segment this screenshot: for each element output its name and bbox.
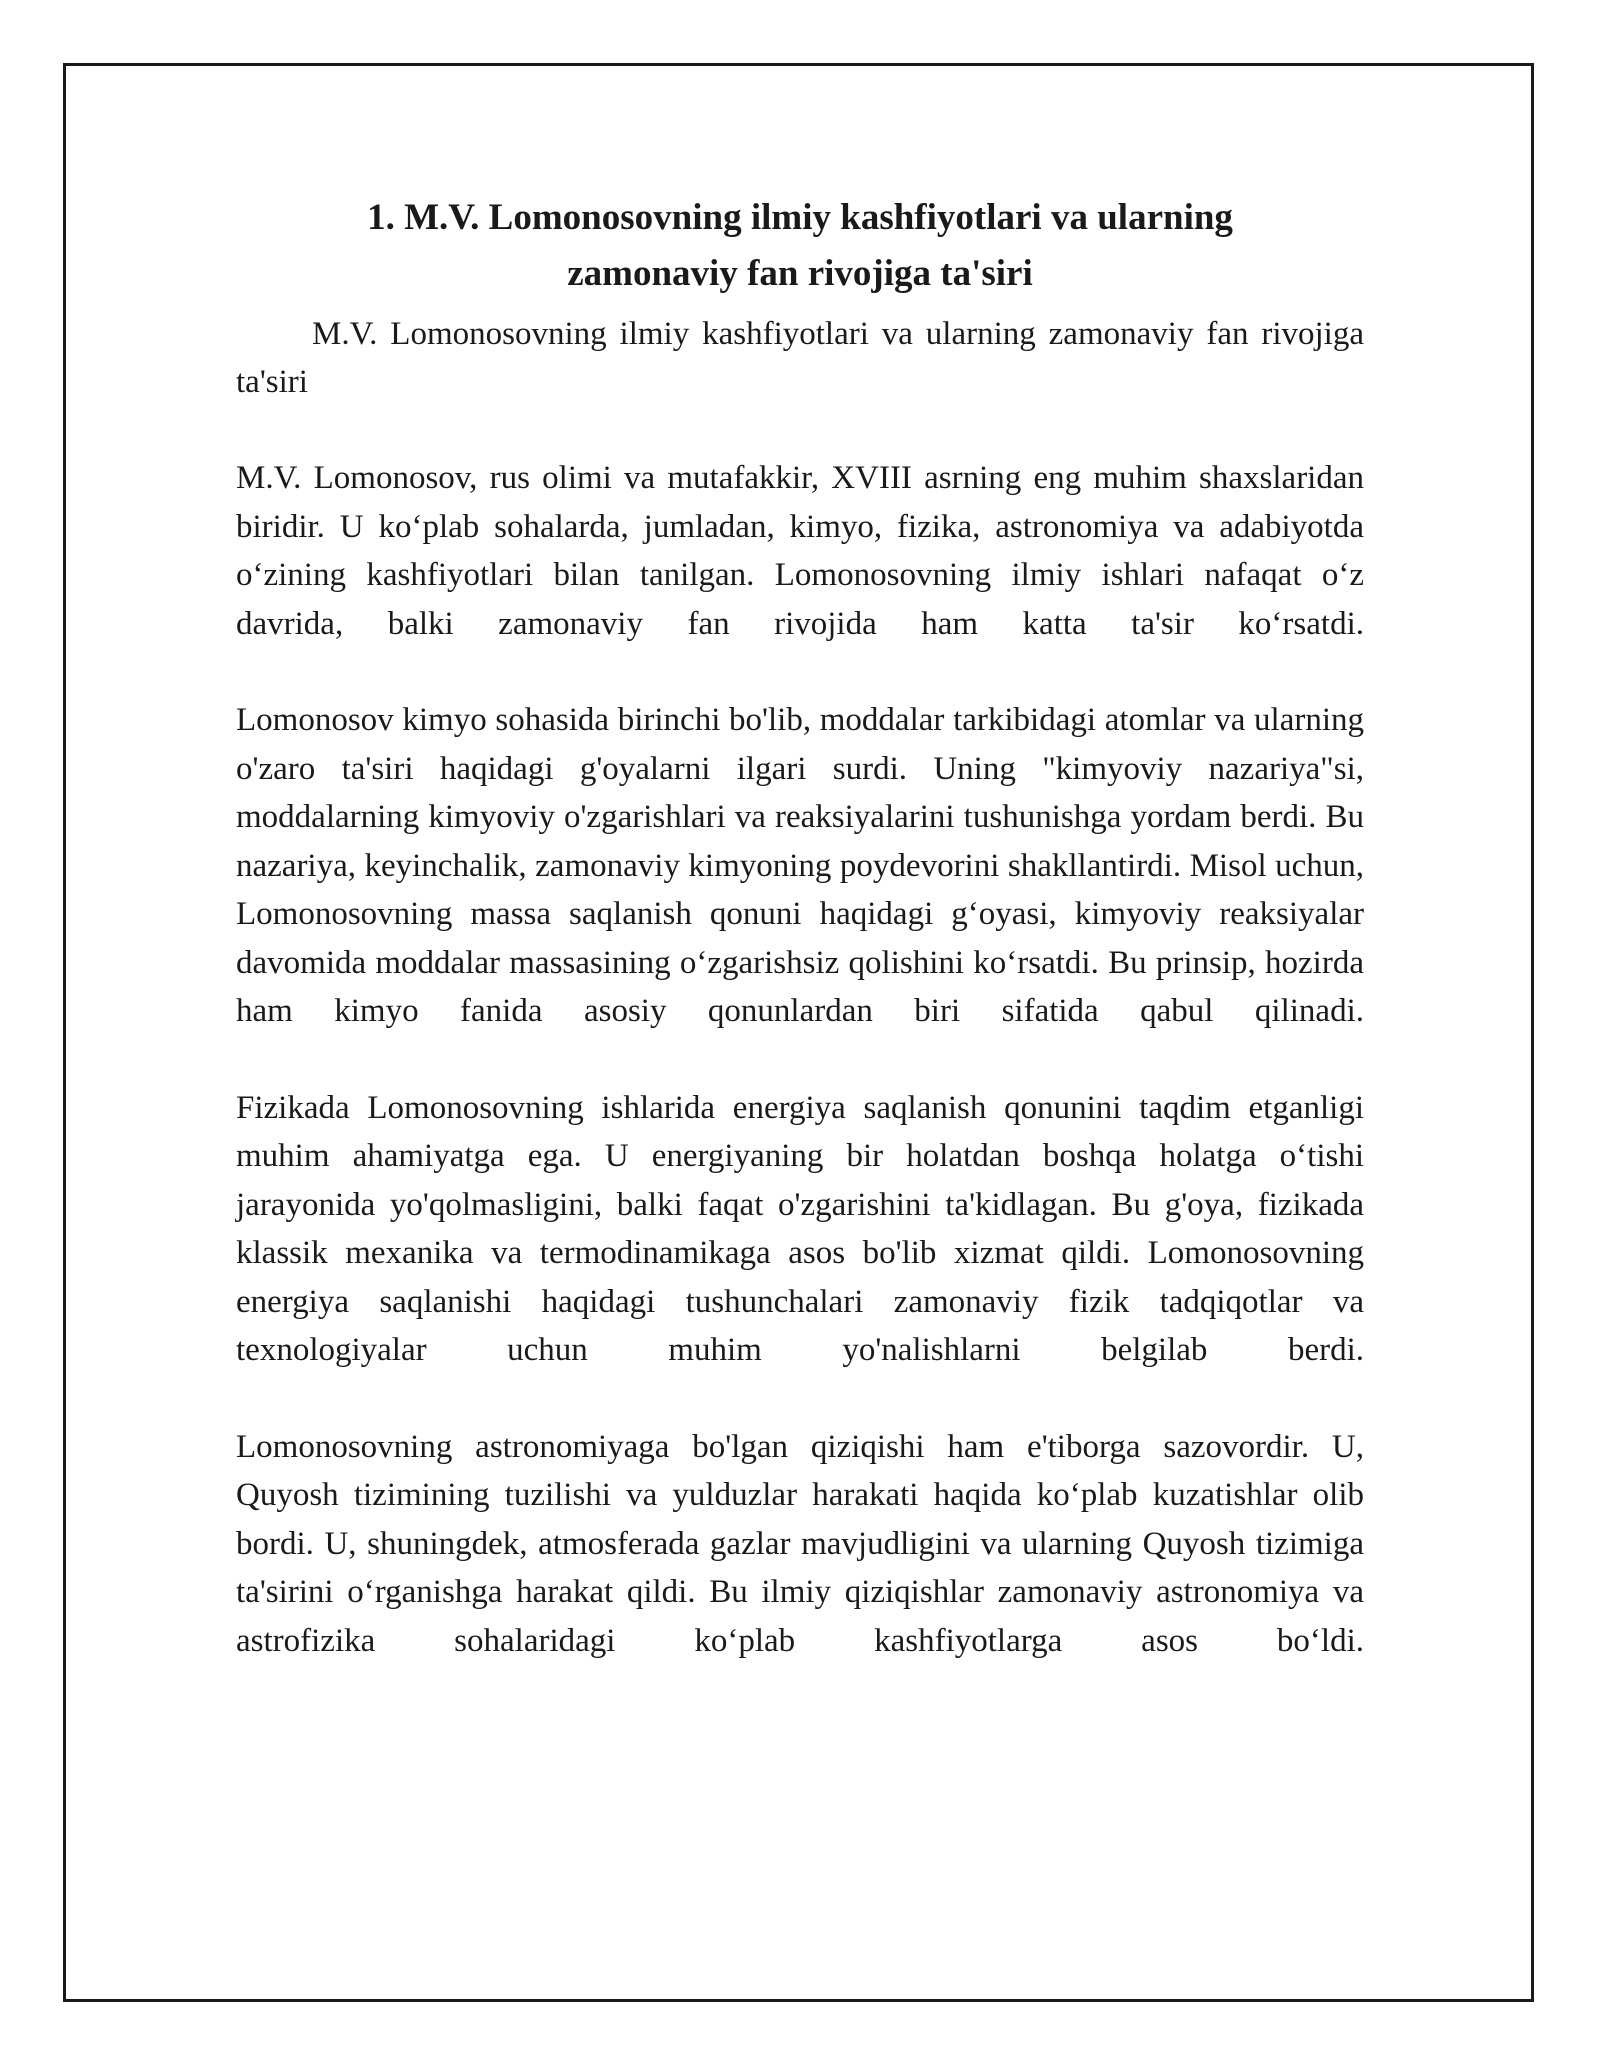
document-body	[236, 190, 1364, 1665]
document-title	[236, 190, 1364, 302]
paragraph-intro: M.V. Lomonosov, rus olimi va mutafakkir, XVIII asrning eng muhim shaxslaridan biridir. U ko‘plab sohalarda, jumladan, kimyo, fizika, astronomiya va adabiyotda o‘zining kashfiyotlari bilan tanilgan. Lomonosovning ilmiy ishlari nafaqat o‘z davrida, balki zamonaviy fan rivojida ham katta ta'sir ko‘rsatdi.	[236, 460, 1364, 642]
paragraph-astronomy: Lomonosovning astronomiyaga bo'lgan qiziqishi ham e'tiborga sazovordir. U, Quyosh tizimining tuzilishi va yulduzlar harakati haqida ko‘plab kuzatishlar olib bordi. U, shuningdek, atmosferada gazlar mavjudligini va ularning Quyosh tizimiga ta'sirini o‘rganishga harakat qildi. Bu ilmiy qiziqishlar zamonaviy astronomiya va astrofizika sohalaridagi ko‘plab kashfiyotlarga asos bo‘ldi.	[236, 1428, 1364, 1659]
paragraph-physics: Fizikada Lomonosovning ishlarida energiya saqlanish qonunini taqdim etganligi muhim ahamiyatga ega. U energiyaning bir holatdan boshqa holatga o‘tishi jarayonida yo'qolmasligini, balki faqat o'zgarishini ta'kidlagan. Bu g'oya, fizikada klassik mexanika va termodinamikaga asos bo'lib xizmat qildi. Lomonosovning energiya saqlanishi haqidagi tushunchalari zamonaviy fizik tadqiqotlar va texnologiyalar uchun muhim yo'nalishlarni belgilab berdi.	[236, 1089, 1364, 1368]
document-subtitle: M.V. Lomonosovning ilmiy kashfiyotlari va ularning zamonaviy fan rivojiga ta'siri	[236, 316, 1364, 400]
paragraph-chemistry: Lomonosov kimyo sohasida birinchi bo'lib, moddalar tarkibidagi atomlar va ularning o'zaro ta'siri haqidagi g'oyalarni ilgari surdi. Uning "kimyoviy nazariya"si, moddalarning kimyoviy o'zgarishlari va reaksiyalarini tushunishga yordam berdi. Bu nazariya, keyinchalik, zamonaviy kimyoning poydevorini shakllantirdi. Misol uchun, Lomonosovning massa saqlanish qonuni haqidagi g‘oyasi, kimyoviy reaksiyalar davomida moddalar massasining o‘zgarishsiz qolishini ko‘rsatdi. Bu prinsip, hozirda ham kimyo fanida asosiy qonunlardan biri sifatida qabul qilinadi.	[236, 702, 1364, 1029]
title-line-2: zamonaviy fan rivojiga ta'siri	[567, 253, 1033, 294]
title-line-1: 1. M.V. Lomonosovning ilmiy kashfiyotlari va ularning	[367, 197, 1233, 238]
